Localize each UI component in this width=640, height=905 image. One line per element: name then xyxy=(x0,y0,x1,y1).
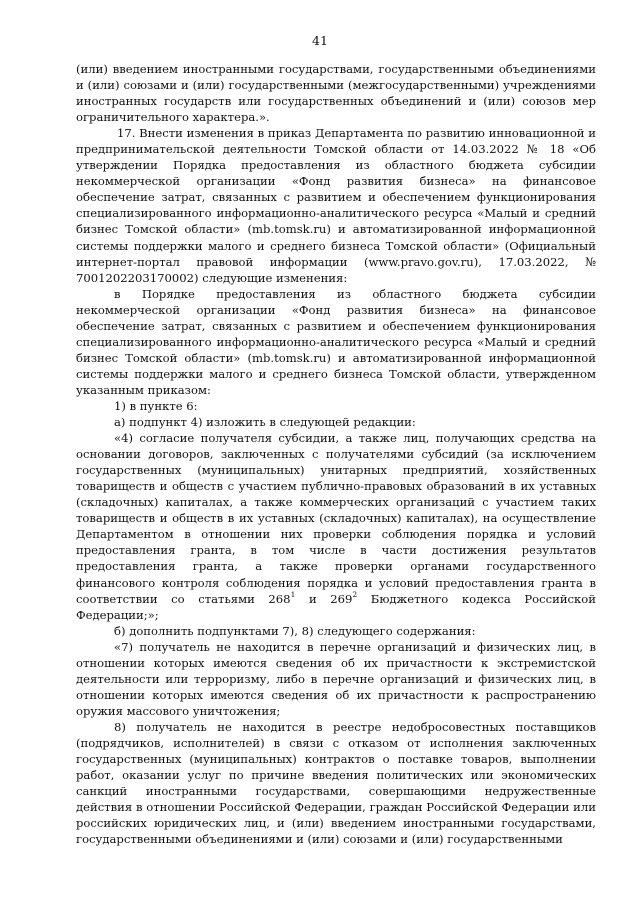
subpoint-4-end: Бюджетного кодекса Российской Федерации;»; xyxy=(76,591,597,622)
paragraph-procedure: в Порядке предоставления из областного бюджета субсидии некоммерческой организации «Фонд развития бизнеса» на финансовое обеспечение затрат, связанных с развитием и обеспечением функционирования специализированного информационно-аналитического ресурса «Малый и средний бизнес Томской области» (mb.tomsk.ru) и автоматизированной информационной системы поддержки малого и среднего бизнеса Томской области, утвержденном указанным приказом: xyxy=(76,286,596,397)
subpoint-4-and: и 269 xyxy=(295,591,353,606)
paragraph-subpoint-b: б) дополнить подпунктами 7), 8) следующего содержания: xyxy=(114,623,476,638)
subpoint-4-main: «4) согласие получателя субсидии, а также лиц, получающих средства на основании договоров, заключенных с получателями субсидий (за исключением государственных (муниципальных) унитарных предприятий, хозяйственных товариществ и обществ с участием публично-правовых образований в их уставных (складочных) капиталах, а также коммерческих организаций с участием таких товариществ и обществ в их уставных (складочных) капиталах), на осуществление Департаментом в отношении них проверки соблюдения порядка и условий предоставления гранта, в том числе в части достижения результатов предоставления гранта, а также проверки органами государственного финансового контроля соблюдения порядка и условий предоставления гранта в соответствии со статьями 268 xyxy=(76,431,596,606)
paragraph-subpoint-a: а) подпункт 4) изложить в следующей редакции: xyxy=(114,415,416,430)
paragraph-subpoint-8-text: 8) получатель не находится в реестре недобросовестных поставщиков (подрядчиков, исполнителей) в связи с отказом от исполнения заключенных государственных (муниципальных) контрактов о поставке товаров, выполнении работ, оказании услуг по причине введения политических или экономических санкций иностранными государствами, совершающими недружественные действия в отношении Российской Федерации, граждан Российской Федерации или российских юридических лиц, и (или) введением иностранными государствами, государственными объединениями и (или) союзами и (или) государственными xyxy=(76,719,596,847)
page-number: 41 xyxy=(312,33,328,48)
paragraph-point-6: 1) в пункте 6: xyxy=(114,398,198,413)
superscript-2: 2 xyxy=(352,590,358,600)
document-body xyxy=(76,61,596,847)
superscript-1: 1 xyxy=(290,590,296,600)
paragraph-subpoint-7-text: «7) получатель не находится в перечне организаций и физических лиц, в отношении которых имеются сведения об их причастности к экстремистской деятельности или терроризму, либо в перечне организаций и физических лиц, в отношении которых имеются сведения об их причастности к распространению оружия массового уничтожения; xyxy=(76,639,596,718)
paragraph-subpoint-4-text xyxy=(76,430,596,623)
paragraph-continuation: (или) введением иностранными государствами, государственными объединениями и (или) союзами и (или) государственными (межгосударственными) учреждениями иностранных государств или государственных объединений и (или) союзов мер ограничительного характера.». xyxy=(76,62,596,125)
paragraph-item-17: 17. Внести изменения в приказ Департамента по развитию инновационной и предпринимательской деятельности Томской области от 14.03.2022 № 18 «Об утверждении Порядка предоставления из областного бюджета субсидии некоммерческой организации «Фонд развития бизнеса» на финансовое обеспечение затрат, связанных с развитием и обеспечением функционирования специализированного информационно-аналитического ресурса «Малый и средний бизнес Томской области» (mb.tomsk.ru) и автоматизированной информационной системы поддержки малого и среднего бизнеса Томской области» (Официальный интернет-портал правовой информации (www.pravo.gov.ru), 17.03.2022, № 7001202203170002) следующие изменения: xyxy=(76,126,596,285)
